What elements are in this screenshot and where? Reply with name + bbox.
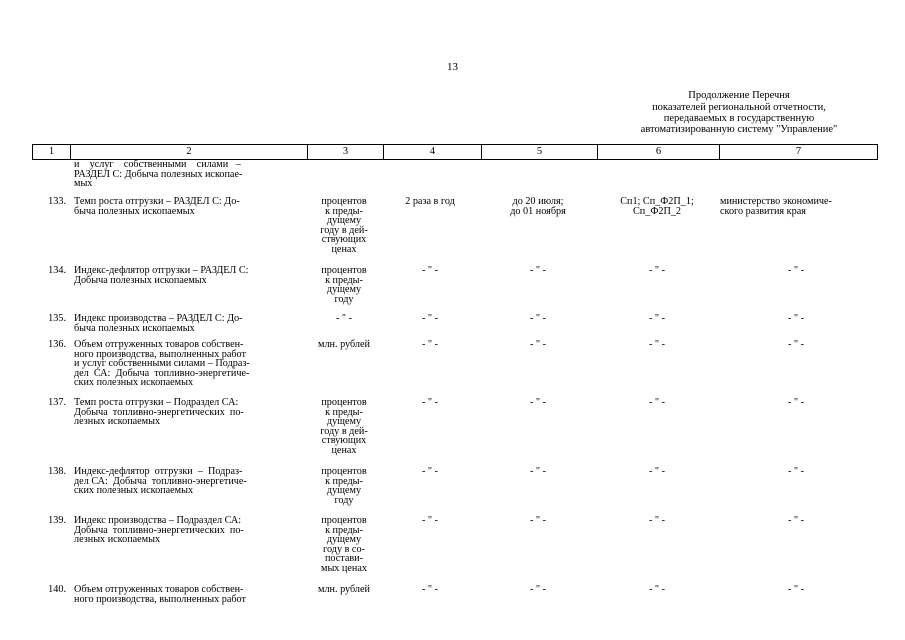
indicator-name bbox=[74, 467, 302, 496]
report-form-line: - " - bbox=[648, 339, 666, 350]
indicator-name bbox=[74, 197, 302, 216]
report-form bbox=[598, 266, 716, 276]
indicator-name-line: быча полезных ископаемых bbox=[74, 205, 195, 217]
responsible-body bbox=[720, 197, 876, 216]
frequency-line: - " - bbox=[421, 584, 439, 595]
report-form-line: - " - bbox=[648, 313, 666, 324]
frequency-line: - " - bbox=[421, 397, 439, 408]
indicator-name-line: РАЗДЕЛ С: Добыча полезных ископае- bbox=[74, 168, 243, 180]
continuation-line: передаваемых в государственную bbox=[663, 113, 815, 124]
indicator-name-line: лезных ископаемых bbox=[74, 416, 161, 428]
indicator-name-line: Индекс-дефлятор отгрузки – Подраз- bbox=[74, 466, 243, 477]
unit-of-measure-line: дущему bbox=[326, 416, 362, 428]
unit-of-measure-line: млн. рублей bbox=[318, 584, 370, 595]
report-form bbox=[598, 197, 716, 216]
submission-deadline bbox=[482, 516, 594, 526]
unit-of-measure-line: мых ценах bbox=[321, 562, 367, 574]
indicator-name-line: Добыча полезных ископаемых bbox=[74, 274, 207, 286]
unit-of-measure-line: процентов bbox=[321, 466, 367, 477]
indicator-name bbox=[74, 585, 302, 604]
indicator-name bbox=[74, 314, 302, 333]
unit-of-measure bbox=[309, 585, 379, 595]
unit-of-measure-line: процентов bbox=[321, 265, 367, 276]
frequency bbox=[384, 314, 476, 324]
column-number-header bbox=[32, 144, 878, 160]
indicator-name-line: Темп роста отгрузки – РАЗДЕЛ С: До- bbox=[74, 196, 240, 207]
row-number: 140. bbox=[48, 584, 66, 595]
submission-deadline-line: - " - bbox=[529, 584, 547, 595]
unit-of-measure bbox=[309, 314, 379, 324]
responsible-body-line: - " - bbox=[787, 466, 805, 477]
unit-of-measure bbox=[309, 340, 379, 350]
report-form-line: - " - bbox=[648, 515, 666, 526]
responsible-body-line: - " - bbox=[787, 515, 805, 526]
responsible-body-line: - " - bbox=[787, 397, 805, 408]
submission-deadline bbox=[482, 398, 594, 408]
submission-deadline-line: до 20 июля; bbox=[512, 196, 564, 207]
column-header: 7 bbox=[720, 145, 878, 160]
indicator-name bbox=[74, 340, 302, 388]
submission-deadline-line: - " - bbox=[529, 313, 547, 324]
unit-of-measure-line: к преды- bbox=[325, 406, 363, 418]
submission-deadline-line: - " - bbox=[529, 466, 547, 477]
continuation-line: автоматизированную систему "Управление" bbox=[640, 124, 838, 135]
submission-deadline bbox=[482, 340, 594, 350]
submission-deadline bbox=[482, 585, 594, 595]
unit-of-measure-line: процентов bbox=[321, 196, 367, 207]
indicator-name-line: Объем отгруженных товаров собствен- bbox=[74, 339, 244, 350]
row-number: 134. bbox=[48, 265, 66, 276]
frequency bbox=[384, 467, 476, 477]
frequency-line: - " - bbox=[421, 339, 439, 350]
unit-of-measure-line: году в со- bbox=[323, 543, 365, 555]
unit-of-measure-line: дущему bbox=[326, 534, 362, 546]
unit-of-measure-line: году bbox=[334, 494, 354, 506]
indicator-name-line: Добыча топливно-энергетических по- bbox=[74, 406, 244, 418]
frequency bbox=[384, 398, 476, 408]
frequency bbox=[384, 585, 476, 595]
unit-of-measure-line: млн. рублей bbox=[318, 339, 370, 350]
responsible-body bbox=[720, 314, 872, 324]
responsible-body bbox=[720, 467, 872, 477]
row-number: 138. bbox=[48, 466, 66, 477]
responsible-body bbox=[720, 266, 872, 276]
row-number: 133. bbox=[48, 196, 66, 207]
indicator-name-line: ного производства, выполненных работ bbox=[74, 348, 246, 360]
indicator-name bbox=[74, 516, 302, 545]
row-number: 137. bbox=[48, 397, 66, 408]
indicator-name-line: ских полезных ископаемых bbox=[74, 485, 194, 497]
unit-of-measure bbox=[309, 266, 379, 304]
indicator-name-line: лезных ископаемых bbox=[74, 534, 161, 546]
unit-of-measure bbox=[309, 197, 379, 255]
page-number: 13 bbox=[447, 61, 458, 73]
report-form-line: - " - bbox=[648, 466, 666, 477]
column-header: 1 bbox=[33, 145, 71, 160]
column-header: 6 bbox=[598, 145, 720, 160]
indicator-name bbox=[74, 160, 302, 189]
submission-deadline-line: - " - bbox=[529, 515, 547, 526]
unit-of-measure-line: к преды- bbox=[325, 475, 363, 487]
unit-of-measure-line: году bbox=[334, 293, 354, 305]
submission-deadline-line: до 01 ноября bbox=[510, 205, 566, 217]
column-header: 4 bbox=[384, 145, 482, 160]
responsible-body-line: - " - bbox=[787, 339, 805, 350]
indicator-name-line: Добыча топливно-энергетических по- bbox=[74, 524, 244, 536]
unit-of-measure-line: ствующих bbox=[321, 234, 367, 246]
frequency-line: - " - bbox=[421, 466, 439, 477]
responsible-body-line: ского развития края bbox=[720, 205, 806, 217]
frequency bbox=[384, 197, 476, 207]
submission-deadline-line: - " - bbox=[529, 265, 547, 276]
unit-of-measure-line: к преды- bbox=[325, 524, 363, 536]
report-form bbox=[598, 467, 716, 477]
responsible-body bbox=[720, 585, 872, 595]
frequency bbox=[384, 340, 476, 350]
report-form-line: Сп_Ф2П_2 bbox=[632, 205, 682, 217]
unit-of-measure bbox=[309, 398, 379, 456]
indicator-name-line: дел СА: Добыча топливно-энергетиче- bbox=[74, 367, 250, 379]
report-form bbox=[598, 585, 716, 595]
report-form bbox=[598, 398, 716, 408]
report-form-line: - " - bbox=[648, 584, 666, 595]
submission-deadline-line: - " - bbox=[529, 339, 547, 350]
responsible-body bbox=[720, 398, 872, 408]
unit-of-measure-line: процентов bbox=[321, 515, 367, 526]
indicator-name-line: Темп роста отгрузки – Подраздел СА: bbox=[74, 397, 239, 408]
unit-of-measure-line: - " - bbox=[335, 313, 353, 324]
frequency-line: 2 раза в год bbox=[405, 196, 455, 207]
responsible-body bbox=[720, 516, 872, 526]
report-form-line: - " - bbox=[648, 265, 666, 276]
frequency-line: - " - bbox=[421, 515, 439, 526]
unit-of-measure bbox=[309, 516, 379, 574]
report-form bbox=[598, 516, 716, 526]
row-number: 135. bbox=[48, 313, 66, 324]
row-number: 136. bbox=[48, 339, 66, 350]
indicator-name-line: мых bbox=[74, 178, 93, 190]
responsible-body-line: - " - bbox=[787, 313, 805, 324]
frequency-line: - " - bbox=[421, 313, 439, 324]
indicator-name-line: и услуг собственными силами – Подраз- bbox=[74, 358, 250, 370]
indicator-name-line: ного производства, выполненных работ bbox=[74, 593, 246, 605]
report-form-line: - " - bbox=[648, 397, 666, 408]
frequency bbox=[384, 266, 476, 276]
row-number: 139. bbox=[48, 515, 66, 526]
responsible-body-line: министерство экономиче- bbox=[720, 196, 832, 207]
unit-of-measure-line: году в дей- bbox=[320, 425, 368, 437]
unit-of-measure-line: ствующих bbox=[321, 435, 367, 447]
submission-deadline bbox=[482, 314, 594, 324]
column-header: 2 bbox=[71, 145, 308, 160]
submission-deadline bbox=[482, 197, 594, 216]
unit-of-measure-line: ценах bbox=[331, 243, 357, 255]
indicator-name-line: Индекс-дефлятор отгрузки – РАЗДЕЛ С: bbox=[74, 265, 249, 276]
unit-of-measure-line: дущему bbox=[326, 284, 362, 296]
indicator-name-line: ских полезных ископаемых bbox=[74, 377, 194, 389]
unit-of-measure-line: к преды- bbox=[325, 274, 363, 286]
continuation-line: показателей региональной отчетности, bbox=[652, 102, 826, 113]
indicator-name-line: Индекс производства – РАЗДЕЛ С: До- bbox=[74, 313, 243, 324]
continuation-heading bbox=[614, 90, 864, 135]
indicator-name-line: Объем отгруженных товаров собствен- bbox=[74, 584, 244, 595]
unit-of-measure-line: дущему bbox=[326, 215, 362, 227]
frequency-line: - " - bbox=[421, 265, 439, 276]
report-form bbox=[598, 314, 716, 324]
unit-of-measure-line: процентов bbox=[321, 397, 367, 408]
indicator-name-line: и услуг собственными силами – bbox=[74, 159, 241, 170]
unit-of-measure-line: ценах bbox=[331, 444, 357, 456]
unit-of-measure-line: дущему bbox=[326, 485, 362, 497]
frequency bbox=[384, 516, 476, 526]
submission-deadline-line: - " - bbox=[529, 397, 547, 408]
report-form bbox=[598, 340, 716, 350]
responsible-body bbox=[720, 340, 872, 350]
column-header: 3 bbox=[308, 145, 384, 160]
indicator-name-line: Индекс производства – Подраздел СА: bbox=[74, 515, 242, 526]
indicator-name bbox=[74, 398, 302, 427]
unit-of-measure-line: году в дей- bbox=[320, 224, 368, 236]
responsible-body-line: - " - bbox=[787, 584, 805, 595]
indicator-name-line: быча полезных ископаемых bbox=[74, 322, 195, 334]
indicator-name bbox=[74, 266, 302, 285]
unit-of-measure bbox=[309, 467, 379, 505]
report-form-line: Сп1; Сп_Ф2П_1; bbox=[620, 196, 694, 207]
unit-of-measure-line: к преды- bbox=[325, 205, 363, 217]
unit-of-measure-line: постави- bbox=[324, 553, 364, 565]
responsible-body-line: - " - bbox=[787, 265, 805, 276]
indicator-name-line: дел СА: Добыча топливно-энергетиче- bbox=[74, 475, 247, 487]
continuation-title: Продолжение Перечня bbox=[688, 90, 790, 101]
submission-deadline bbox=[482, 467, 594, 477]
column-header: 5 bbox=[482, 145, 598, 160]
submission-deadline bbox=[482, 266, 594, 276]
